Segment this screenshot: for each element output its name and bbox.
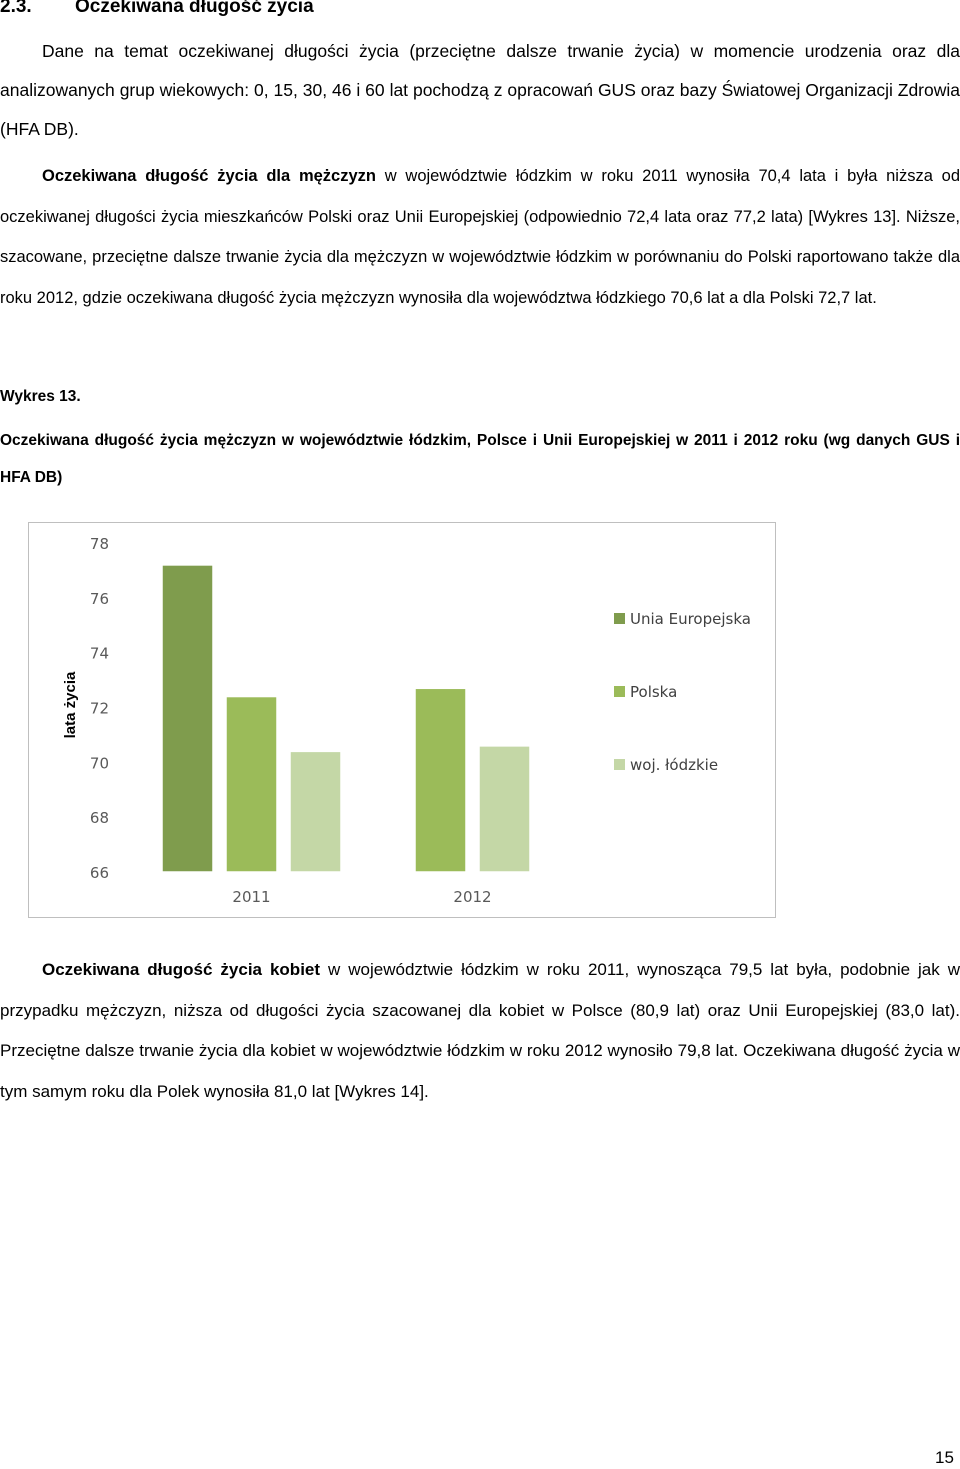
legend-swatch: [614, 686, 625, 697]
bars: [162, 565, 530, 872]
women-paragraph: [0, 950, 960, 1113]
bar: [415, 688, 466, 872]
y-tick-label: 70: [89, 754, 109, 773]
bar: [162, 565, 213, 872]
y-tick-label: 74: [89, 644, 109, 663]
bar: [290, 751, 341, 872]
page-number: 15: [935, 1448, 954, 1467]
y-tick-label: 76: [89, 589, 109, 608]
legend: [614, 610, 751, 774]
intro-text: Dane na temat oczekiwanej długości życia (przeciętne dalsze trwanie życia) w momencie urodzenia oraz dla analizowanych grup wiekowych: 0, 15, 30, 46 i 60 lat pochodzą z opracowań GUS oraz bazy Światowej Organizacji Zdrowia (HFA DB).: [0, 41, 960, 139]
y-tick-label: 78: [89, 535, 109, 553]
legend-swatch: [614, 613, 625, 624]
y-tick-label: 66: [89, 864, 109, 882]
chart-canvas: [29, 523, 775, 917]
x-tick-label: 2011: [232, 888, 271, 906]
intro-paragraph: [0, 32, 960, 149]
men-lead-bold: Oczekiwana długość życia dla mężczyzn: [42, 167, 376, 185]
y-axis-label: lata życia: [62, 671, 79, 739]
section-number: 2.3.: [0, 0, 32, 17]
y-axis-ticks: [90, 535, 109, 882]
bar: [226, 697, 277, 872]
y-tick-label: 72: [89, 699, 109, 718]
section-title: Oczekiwana długość życia: [75, 0, 314, 17]
y-tick-label: 68: [89, 809, 109, 828]
life-expectancy-chart: [28, 522, 776, 918]
legend-label: woj. łódzkie: [630, 756, 719, 774]
men-paragraph: [0, 156, 960, 319]
legend-swatch: [614, 759, 625, 770]
men-text: w województwie łódzkim w roku 2011 wynosiła 70,4 lata i była niższa od oczekiwanej długości życia mieszkańców Polski oraz Unii Europejskiej (odpowiednio 72,4 lata oraz 77,2 lata) [Wykres 13]. Niższe, szacowane, przeciętne dalsze trwanie życia dla mężczyzn w województwie łódzkim w porównaniu do Polski raportowano także dla roku 2012, gdzie oczekiwana długość życia mężczyzn wynosiła dla województwa łódzkiego 70,6 lat a dla Polski 72,7 lat.: [0, 167, 960, 308]
section-heading: [0, 0, 314, 18]
figure-caption: Oczekiwana długość życia mężczyzn w województwie łódzkim, Polsce i Unii Europejskiej w 2011 i 2012 roku (wg danych GUS i HFA DB): [0, 432, 960, 486]
x-tick-label: 2012: [453, 888, 492, 906]
women-text: w województwie łódzkim w roku 2011, wynosząca 79,5 lat była, podobnie jak w przypadku mężczyzn, niższa od długości życia szacowanej dla kobiet w Polsce (80,9 lat) oraz Unii Europejskiej (83,0 lat). Przeciętne dalsze trwanie życia dla kobiet w województwie łódzkim w roku 2012 wynosiło 79,8 lat. Oczekiwana długość życia w tym samym roku dla Polek wynosiła 81,0 lat [Wykres 14].: [0, 960, 960, 1102]
legend-label: Polska: [630, 683, 678, 701]
x-axis-ticks: [232, 888, 491, 906]
figure-label: Wykres 13.: [0, 388, 81, 405]
bar: [479, 746, 530, 872]
women-lead-bold: Oczekiwana długość życia kobiet: [42, 960, 321, 979]
legend-label: Unia Europejska: [630, 610, 751, 628]
